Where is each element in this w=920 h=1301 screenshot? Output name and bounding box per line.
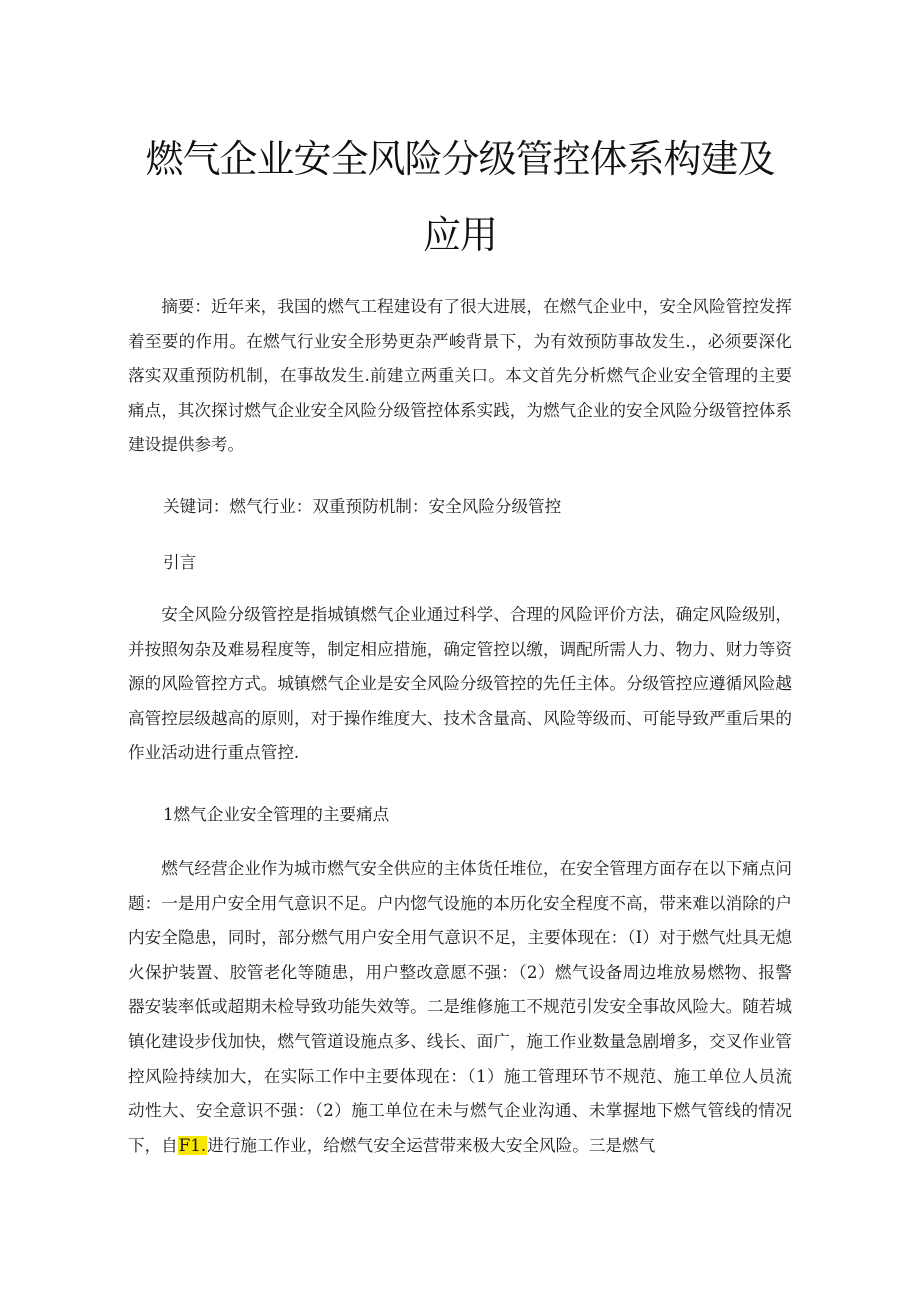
section1-text-part2: 进行施工作业，给燃气安全运营带来极大安全风险。三是燃气 bbox=[207, 1135, 656, 1155]
abstract-paragraph: 摘要：近年来，我国的燃气工程建设有了很大进展，在燃气企业中，安全风险管控发挥着至要的作用。在燃气行业安全形势更杂严峻背景下，为有效预防事故发生.，必须要深化落实双重预防机制，在事故发生.前建立两重关口。本文首先分析燃气企业安全管理的主要痛点，其次探讨燃气企业安全风险分级管控体系实践，为燃气企业的安全风险分级管控体系建设提供参考。 bbox=[128, 297, 792, 455]
section1-text-part1: 燃气经营企业作为城市燃气安全供应的主体货任堆位，在安全管理方面存在以下痛点问题：一是用户安全用气意识不足。户内惚气设施的本历化安全程度不高，带来难以消除的户内安全隐患，同时，部分燃气用户安全用气意识不足，主要体现在：（I）对于燃气灶具无熄火保护装置、胶管老化等随患，用户整改意愿不强：（2）燃气设备周边堆放易燃物、报警器安装率低或超期未检导致功能失效等。二是维修施工不规范引发安全事故风险大。随若城镇化建设步伐加快，燃气管道设施点多、线长、面广，施工作业数量急剧增多，交叉作业管控风险持续加大，在实际工作中主要体现在：（1）施工管理环节不规范、施工单位人员流动性大、安全意识不强：（2）施工单位在未与燃气企业沟通、未掌握地下燃气管线的情况下，自 bbox=[128, 859, 792, 1155]
highlighted-text: F1. bbox=[178, 1135, 207, 1155]
section1-heading: 1燃气企业安全管理的主要痛点 bbox=[163, 805, 390, 824]
document-title-line1: 燃气企业安全风险分级管控体系构建及 bbox=[145, 137, 775, 181]
keywords-line: 关键词：燃气行业：双重预防机制：安全风险分级管控 bbox=[163, 497, 562, 516]
intro-paragraph: 安全风险分级管控是指城镇燃气企业通过科学、合理的风险评价方法，确定风险级别，并按照匆杂及难易程度等，制定相应措施，确定管控以缴，调配所需人力、物力、财力等资源的风险管控方式。城镇燃气企业是安全风险分级管控的先任主体。分级管控应遵循风险越高管控层级越高的原则，对于操作维度大、技术含量高、风险等级而、可能导致严重后果的作业活动进行重点管控. bbox=[128, 605, 792, 763]
document-title-line2: 应用 bbox=[422, 213, 497, 257]
intro-heading: 引言 bbox=[163, 553, 197, 572]
section1-paragraph bbox=[128, 852, 792, 1163]
